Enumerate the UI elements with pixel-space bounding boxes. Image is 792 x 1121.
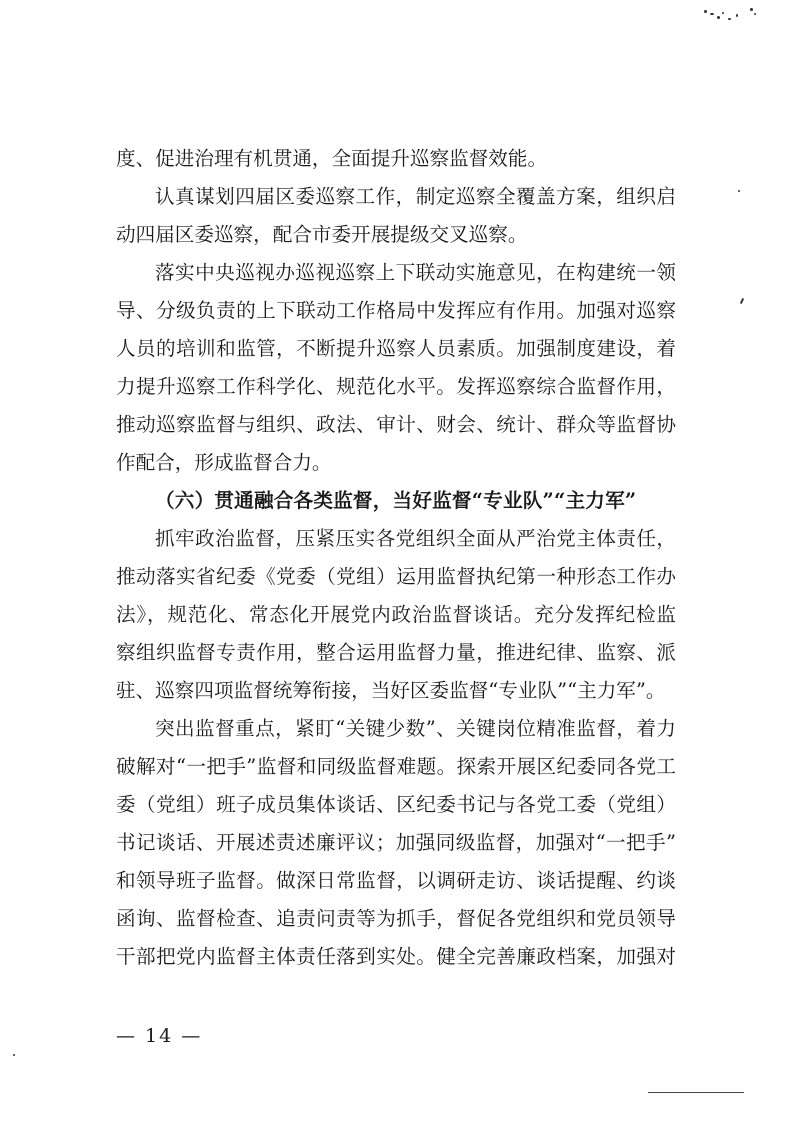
text-line: 驻、巡察四项监督统筹衔接，当好区委监督“专业队”“主力军”。 <box>116 679 666 702</box>
body-text <box>116 140 676 976</box>
text-line: 抓牢政治监督，压紧压实各党组织全面从严治党主体责任， <box>155 527 676 550</box>
text-line: 委（党组）班子成员集体谈话、区纪委书记与各党工委（党组） <box>116 793 676 816</box>
text-line: 函询、监督检查、追责问责等为抓手，督促各党组织和党员领导 <box>116 907 676 930</box>
text-line: 突出监督重点，紧盯“关键少数”、关键岗位精准监督，着力 <box>155 717 676 740</box>
text-line: 法》，规范化、常态化开展党内政治监督谈话。充分发挥纪检监 <box>116 603 676 626</box>
scan-artifact-mark <box>700 4 762 28</box>
footer-rule <box>648 1092 744 1093</box>
text-line: 推动落实省纪委《党委（党组）运用监督执纪第一种形态工作办 <box>116 565 676 588</box>
paragraph-1 <box>116 140 676 178</box>
paragraph-3 <box>116 254 676 482</box>
text-line: 书记谈话、开展述责述廉评议；加强同级监督，加强对“一把手” <box>116 831 676 854</box>
text-line: 推动巡察监督与组织、政法、审计、财会、统计、群众等监督协 <box>116 413 676 436</box>
paragraph-2 <box>116 178 676 254</box>
text-line: 和领导班子监督。做深日常监督，以调研走访、谈话提醒、约谈 <box>116 869 676 892</box>
scan-dot <box>13 1054 15 1056</box>
text-line: 作配合，形成监督合力。 <box>116 451 332 474</box>
scan-dot <box>738 190 740 192</box>
section-heading-6 <box>116 482 676 520</box>
text-line: 人员的培训和监管，不断提升巡察人员素质。加强制度建设，着 <box>116 337 676 360</box>
text-line: 度、促进治理有机贯通，全面提升巡察监督效能。 <box>116 147 548 170</box>
text-line: 认真谋划四届区委巡察工作，制定巡察全覆盖方案，组织启 <box>155 185 676 208</box>
text-line: 力提升巡察工作科学化、规范化水平。发挥巡察综合监督作用， <box>116 375 676 398</box>
section-heading: （六）贯通融合各类监督，当好监督“专业队”“主力军” <box>155 489 637 512</box>
text-line: 破解对“一把手”监督和同级监督难题。探索开展区纪委同各党工 <box>116 755 676 778</box>
text-line: 导、分级负责的上下联动工作格局中发挥应有作用。加强对巡察 <box>116 299 676 322</box>
text-line: 动四届区委巡察，配合市委开展提级交叉巡察。 <box>116 223 528 246</box>
paragraph-5 <box>116 710 676 976</box>
paragraph-4 <box>116 520 676 710</box>
scan-dot <box>740 298 744 304</box>
text-line: 落实中央巡视办巡视巡察上下联动实施意见，在构建统一领 <box>155 261 676 284</box>
text-line: 察组织监督专责作用，整合运用监督力量，推进纪律、监察、派 <box>116 641 676 664</box>
page-number: — 14 — <box>116 1025 203 1047</box>
text-line: 干部把党内监督主体责任落到实处。健全完善廉政档案，加强对 <box>116 945 676 968</box>
